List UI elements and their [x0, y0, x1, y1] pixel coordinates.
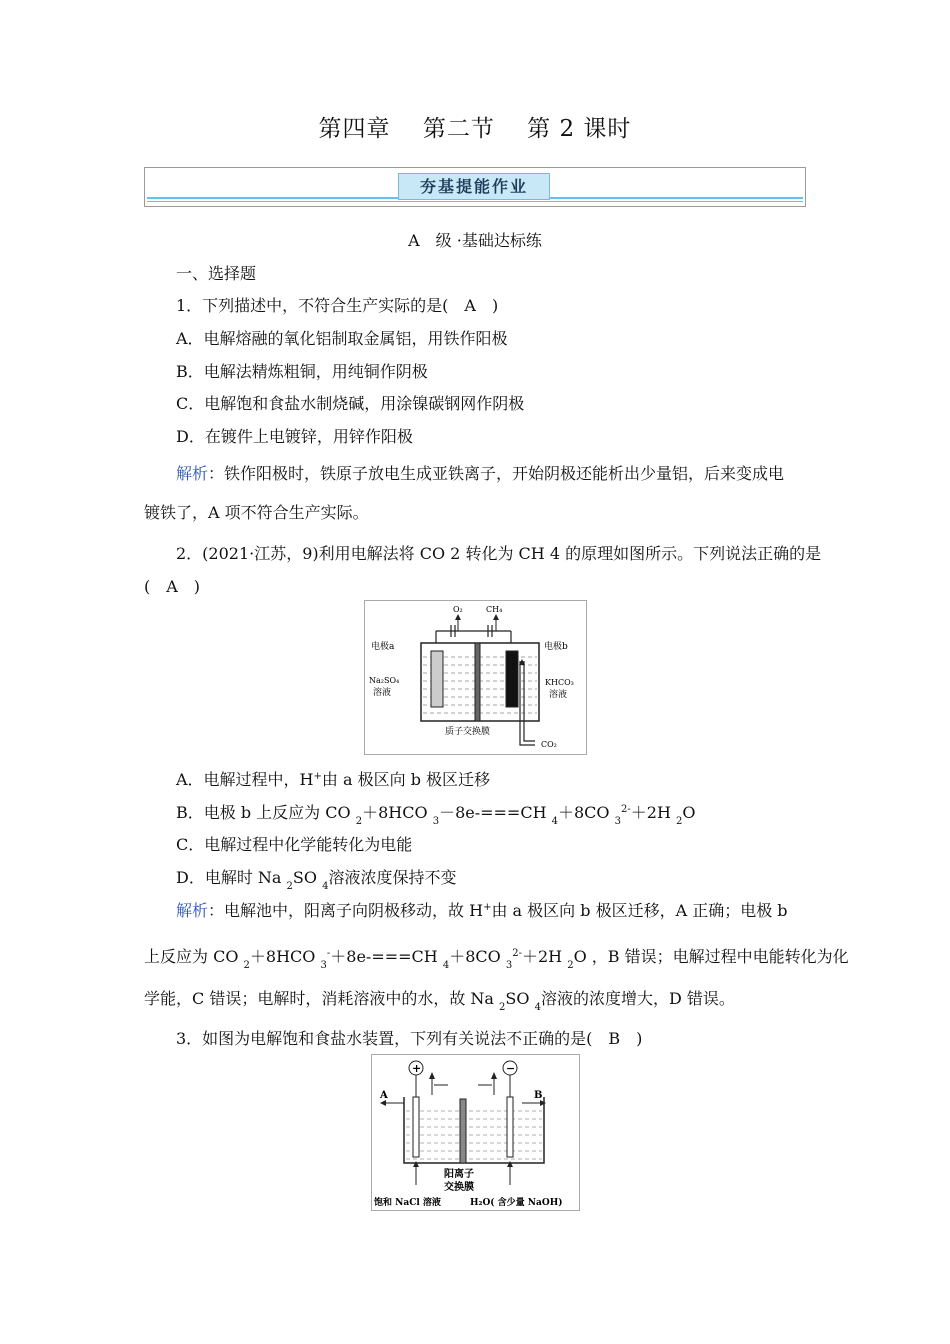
q1-analysis: 解析：铁作阳极时，铁原子放电生成亚铁离子，开始阴极还能析出少量铝，后来变成电 [176, 464, 785, 483]
outlet-b-label: B [534, 1090, 543, 1101]
nacl-electrolysis-figure [371, 1054, 580, 1211]
minus-sign: − [506, 1062, 516, 1075]
na2so4-label: Na₂SO₄ [369, 676, 400, 685]
q2-option-d: D．电解时 Na $_2$SO $_4$溶液浓度保持不变 [176, 868, 457, 892]
analysis-label: 解析 [176, 464, 209, 483]
q2-option-b: B．电极 b 上反应为 CO $_2$＋8HCO $_3$－8e-===CH $_4$＋8CO $_3^{2-}$＋2H $_2$O [176, 803, 696, 827]
khco3-solution-label: 溶液 [549, 690, 568, 700]
q2-analysis-line3: 学能，C 错误；电解时，消耗溶液中的水，故 Na $_2$SO $_4$溶液的浓度增大，D 错误。 [144, 989, 735, 1013]
q2-stem: 2．(2021·江苏，9)利用电解法将 CO 2 转化为 CH 4 的原理如图所示。下列说法正确的是 [176, 544, 822, 563]
membrane-label-1: 阳离子 [444, 1169, 474, 1180]
khco3-label: KHCO₃ [545, 678, 574, 687]
section-heading: 一、选择题 [176, 264, 257, 283]
q1-option-b: B．电解法精炼粗铜，用纯铜作阴极 [176, 362, 428, 381]
outlet-a-label: A [380, 1090, 388, 1101]
membrane-label: 质子交换膜 [445, 727, 491, 737]
homework-banner [144, 167, 806, 207]
banner-label: 夯基提能作业 [398, 173, 550, 200]
q2-option-c: C．电解过程中化学能转化为电能 [176, 835, 413, 854]
level-heading: A 级 ·基础达标练 [408, 231, 542, 250]
electrolysis-co2-figure [364, 600, 587, 755]
q2-option-a: A．电解过程中，H+由 a 极区向 b 极区迁移 [176, 770, 491, 789]
q2-stem-cont: ( A ) [144, 577, 201, 596]
ch4-label: CH₄ [486, 605, 503, 614]
q1-stem: 1．下列描述中，不符合生产实际的是( A ) [176, 296, 499, 315]
analysis-label: 解析 [176, 901, 209, 920]
section-label: 第二节 [422, 116, 495, 142]
q1-analysis-cont: 镀铁了，A 项不符合生产实际。 [144, 503, 369, 522]
q1-option-c: C．电解饱和食盐水制烧碱，用涂镍碳钢网作阴极 [176, 394, 525, 413]
left-inlet-label: 饱和 NaCl 溶液 [374, 1198, 441, 1208]
lesson-label: 第 2 课时 [527, 116, 632, 142]
plus-sign: + [412, 1062, 422, 1075]
q1-option-a: A．电解熔融的氧化铝制取金属铝，用铁作阳极 [176, 329, 508, 348]
na2so4-solution-label: 溶液 [373, 688, 392, 698]
co2-label: CO₂ [541, 740, 557, 749]
electrode-b-label: 电极b [544, 642, 568, 652]
electrode-a-label: 电极a [371, 642, 395, 652]
o2-label: O₂ [453, 605, 463, 614]
right-inlet-label: H₂O( 含少量 NaOH) [470, 1198, 563, 1208]
q2-analysis: 解析：电解池中，阳离子向阴极移动，故 H+由 a 极区向 b 极区迁移，A 正确；电极 b [176, 901, 788, 920]
page-title [0, 110, 950, 143]
q2-analysis-line2: 上反应为 CO $_2$＋8HCO $_3$-＋8e-===CH $_4$＋8CO $_3^{2-}$＋2H $_2$O ，B 错误；电解过程中电能转化为化 [144, 947, 849, 971]
membrane-label-2: 交换膜 [444, 1182, 474, 1193]
chapter-label: 第四章 [318, 116, 391, 142]
q1-option-d: D．在镀件上电镀锌，用锌作阳极 [176, 427, 413, 446]
q3-stem: 3．如图为电解饱和食盐水装置，下列有关说法不正确的是( B ) [176, 1029, 643, 1048]
